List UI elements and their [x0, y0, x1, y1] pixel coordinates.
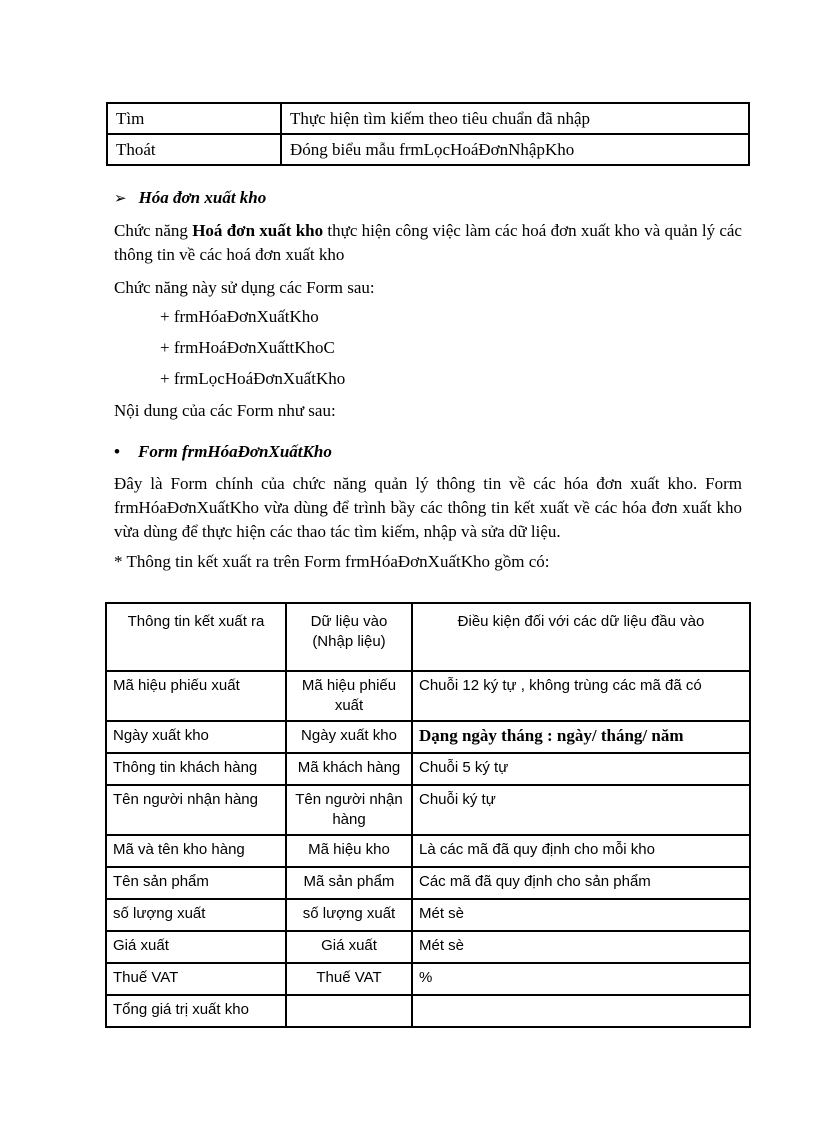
- table-row: [106, 867, 750, 899]
- table-cell: Tên người nhận hàng: [286, 785, 412, 835]
- table-cell: Chuỗi 5 ký tự: [412, 753, 750, 785]
- table-cell: [286, 995, 412, 1027]
- table-row: [106, 995, 750, 1027]
- table-cell: Thuế VAT: [106, 963, 286, 995]
- table-cell: Tên người nhận hàng: [106, 785, 286, 835]
- table-cell: số lượng xuất: [106, 899, 286, 931]
- column-header: Dữ liệu vào (Nhập liệu): [286, 603, 412, 671]
- list-item: + frmHoáĐơnXuấttKhoC: [160, 338, 335, 357]
- table-cell: Đóng biểu mẫu frmLọcHoáĐơnNhậpKho: [281, 134, 749, 165]
- table-cell: Chuỗi ký tự: [412, 785, 750, 835]
- table-cell: Giá xuất: [106, 931, 286, 963]
- table-intro: * Thông tin kết xuất ra trên Form frmHóaĐơnXuấtKho gồm có:: [114, 552, 550, 571]
- table-cell: Ngày xuất kho: [286, 721, 412, 753]
- table-row: [106, 753, 750, 785]
- list-item: + frmLọcHoáĐơnXuấtKho: [160, 369, 346, 388]
- list-item: + frmHóaĐơnXuấtKho: [160, 307, 319, 326]
- table-cell: Mã khách hàng: [286, 753, 412, 785]
- column-header: Thông tin kết xuất ra: [106, 603, 286, 671]
- section-heading: [114, 188, 266, 208]
- table-cell: Thông tin khách hàng: [106, 753, 286, 785]
- table-cell: Dạng ngày tháng : ngày/ tháng/ năm: [412, 721, 750, 753]
- table-cell: Các mã đã quy định cho sản phẩm: [412, 867, 750, 899]
- bullet-icon: •: [114, 442, 120, 461]
- arrow-bullet-icon: ➢: [114, 189, 127, 207]
- table-row: [106, 835, 750, 867]
- button-description-table: [106, 102, 750, 166]
- table-cell: Mét sè: [412, 931, 750, 963]
- form-heading-text: Form frmHóaĐơnXuấtKho: [138, 442, 332, 461]
- table-cell: Thuế VAT: [286, 963, 412, 995]
- table-cell: Tên sản phẩm: [106, 867, 286, 899]
- table-cell: số lượng xuất: [286, 899, 412, 931]
- table-cell: [412, 995, 750, 1027]
- table-cell: Mã hiệu phiếu xuất: [286, 671, 412, 721]
- table-row: [106, 899, 750, 931]
- section-heading-text: Hóa đơn xuất kho: [138, 188, 267, 207]
- table-cell: Mã hiệu kho: [286, 835, 412, 867]
- table-cell: Thoát: [107, 134, 281, 165]
- content-intro: Nội dung của các Form như sau:: [114, 401, 336, 420]
- table-header-row: [106, 603, 750, 671]
- table-row: [106, 721, 750, 753]
- table-cell: Mét sè: [412, 899, 750, 931]
- form-description: Đây là Form chính của chức năng quản lý thông tin về các hóa đơn xuất kho. Form frmHóaĐơnXuấtKho vừa dùng để trình bầy các thông tin kết xuất về các hóa đơn xuất kho vừa dùng để thực hiện các thao tác tìm kiếm, nhập và sửa dữ liệu.: [114, 474, 742, 541]
- intro-bold-term: Hoá đơn xuất kho: [192, 221, 324, 240]
- intro-rest: thực hiện công việc làm các hoá đơn xuất kho và quản lý các thông tin về các hoá đơn xuất kho: [114, 221, 742, 264]
- table-cell: Thực hiện tìm kiếm theo tiêu chuẩn đã nhập: [281, 103, 749, 134]
- intro-paragraph: [114, 219, 742, 267]
- table-row: [106, 963, 750, 995]
- table-cell: Là các mã đã quy định cho mỗi kho: [412, 835, 750, 867]
- table-cell: Chuỗi 12 ký tự , không trùng các mã đã có: [412, 671, 750, 721]
- table-row: [106, 671, 750, 721]
- table-cell: Ngày xuất kho: [106, 721, 286, 753]
- table-cell: Mã sản phẩm: [286, 867, 412, 899]
- table-cell: Mã và tên kho hàng: [106, 835, 286, 867]
- table-cell: Tìm: [107, 103, 281, 134]
- table-row: [106, 785, 750, 835]
- output-info-table: [105, 602, 751, 1028]
- intro-prefix: Chức năng: [114, 221, 193, 240]
- table-cell: Giá xuất: [286, 931, 412, 963]
- table-row: [106, 931, 750, 963]
- forms-intro: Chức năng này sử dụng các Form sau:: [114, 278, 375, 297]
- table-cell: %: [412, 963, 750, 995]
- column-header: Điều kiện đối với các dữ liệu đầu vào: [412, 603, 750, 671]
- table-row: [107, 103, 749, 134]
- table-cell: Tổng giá trị xuất kho: [106, 995, 286, 1027]
- table-row: [107, 134, 749, 165]
- form-heading: [114, 442, 332, 462]
- table-cell: Mã hiệu phiếu xuất: [106, 671, 286, 721]
